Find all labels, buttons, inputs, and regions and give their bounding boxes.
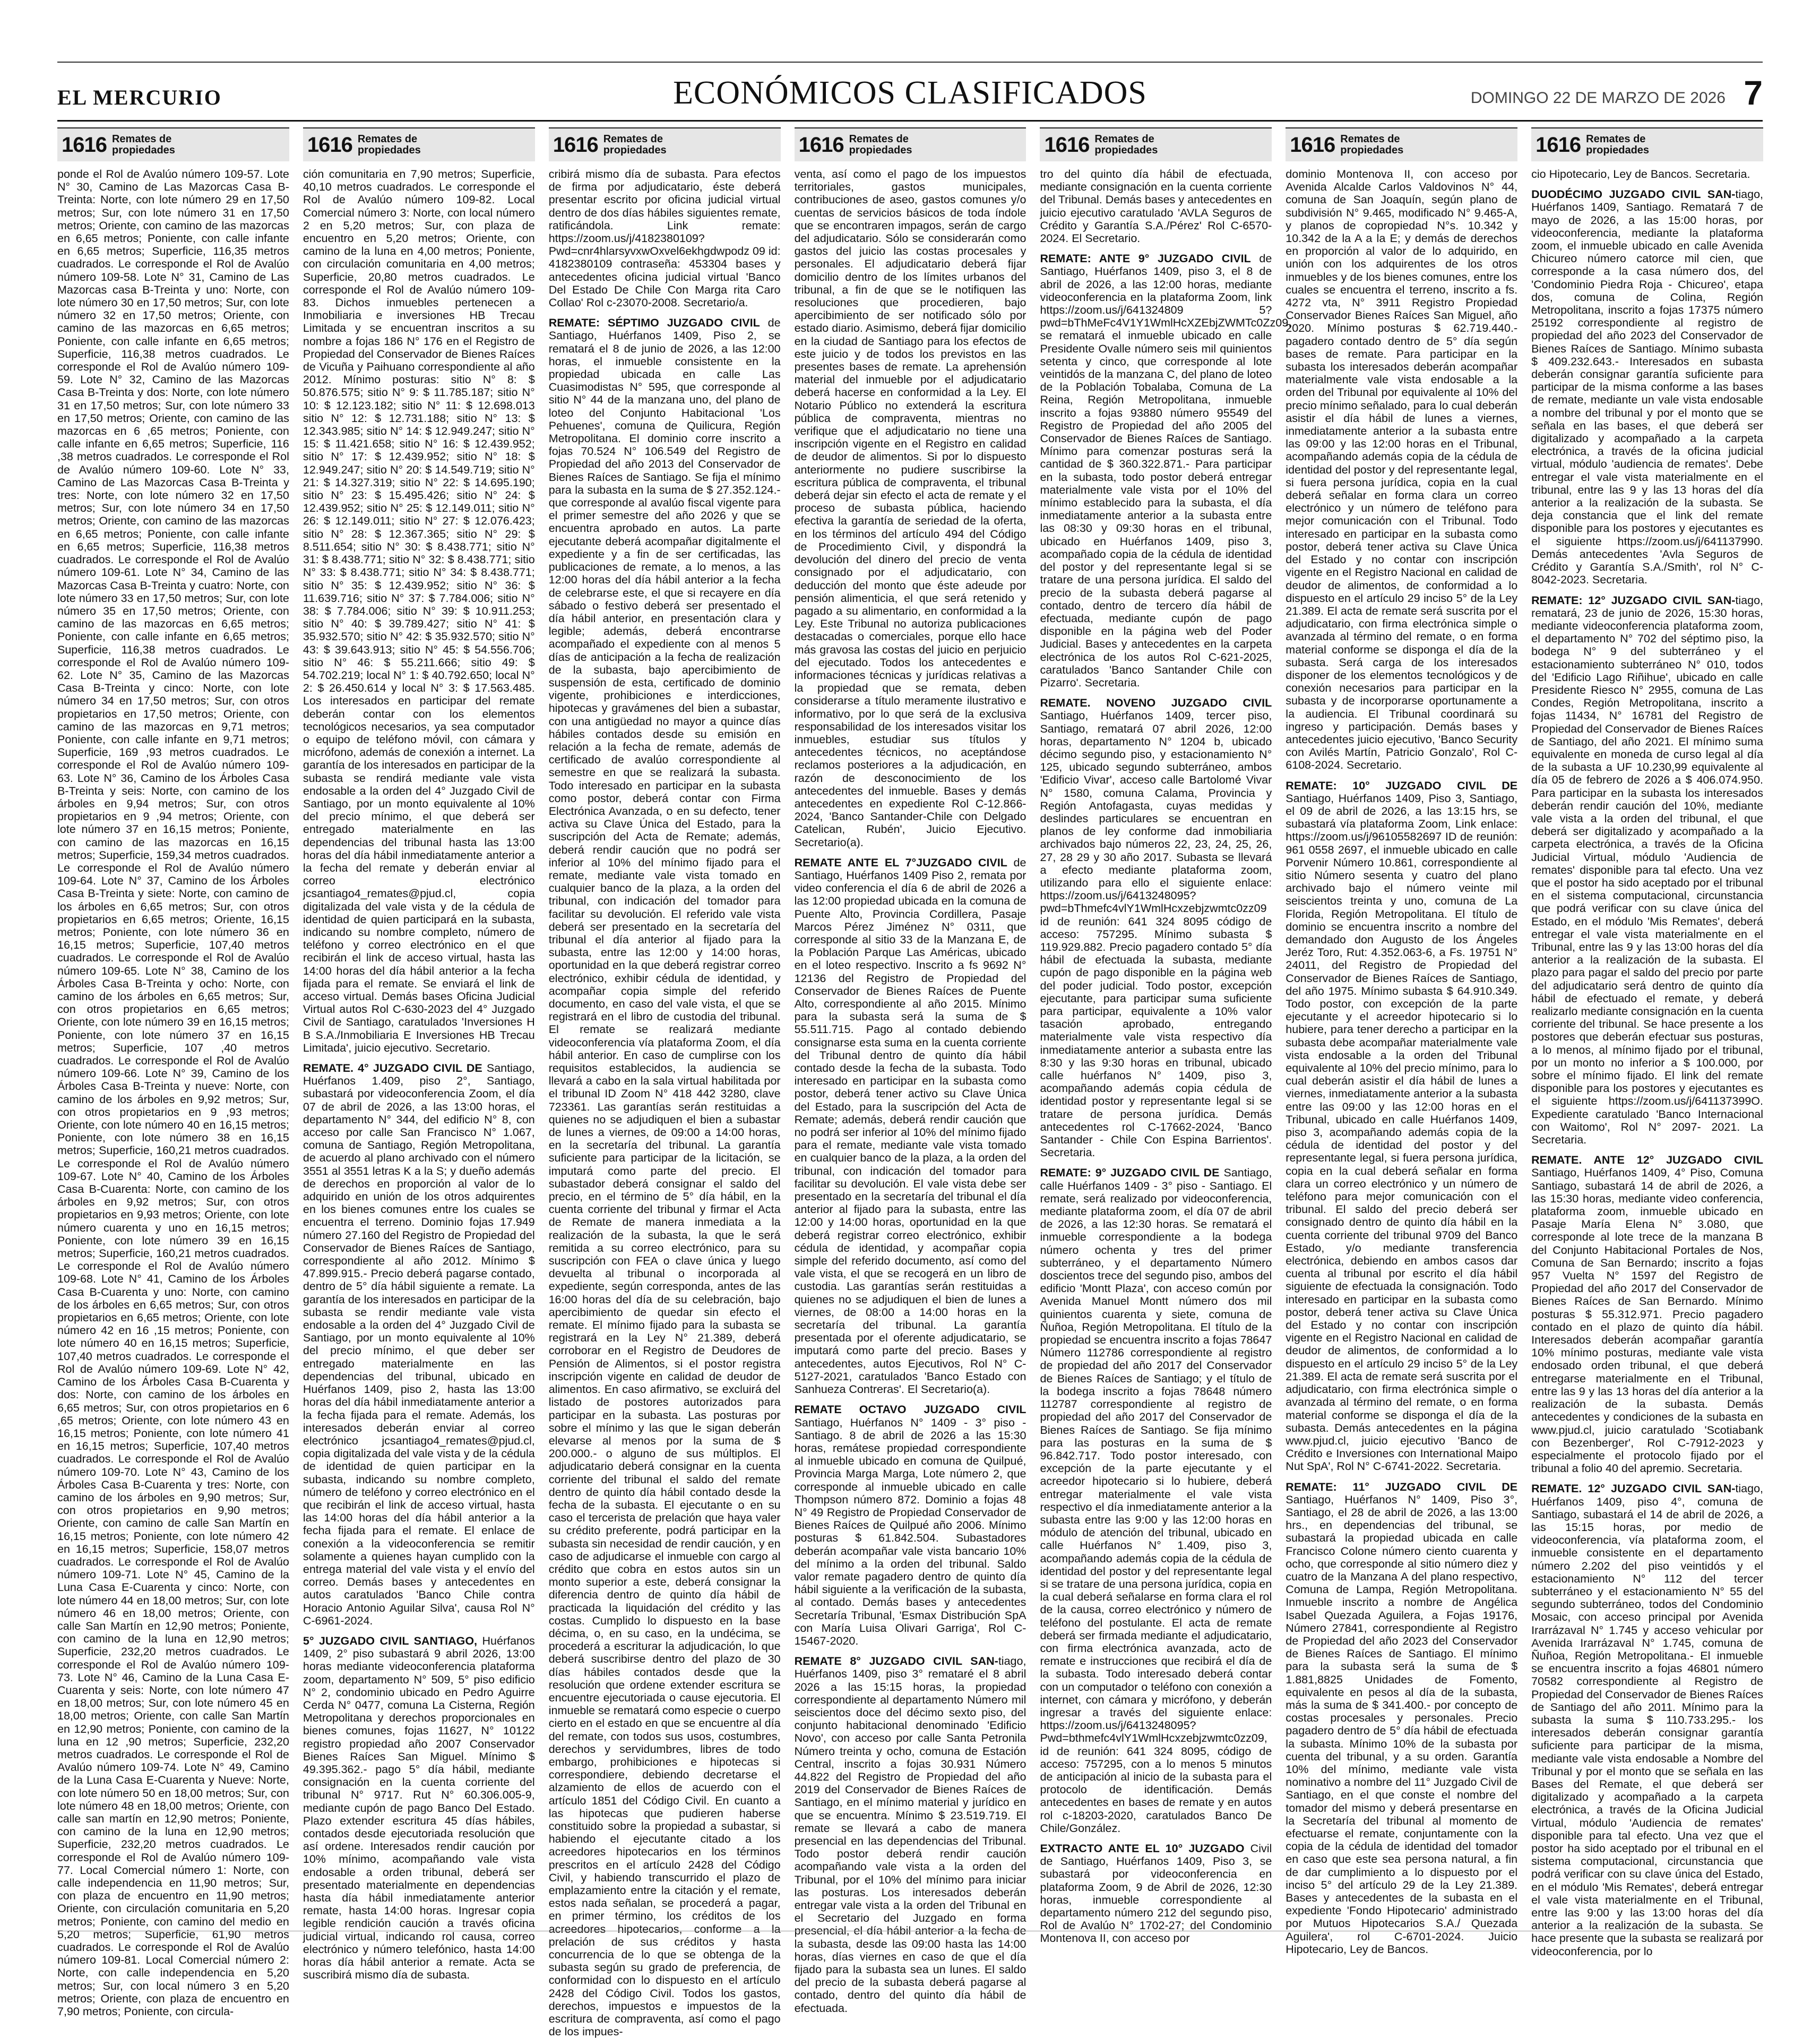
ad-body: dominio Montenova II, con acceso por Avenida Alcalde Carlos Valdovinos N° 44, comuna de San Joaquín, según plano de subdivisión N° 9.465, modificado N° 9.465-A, y planos de copropiedad N°s. 10.342 y 10.342 de la A a la E; y demás de derechos en proporción al valor de lo adquirido, en unión con los adquirentes de los otros inmuebles y de los bienes comunes, entre los cuales se encuentra el terreno, inscrito a fs. 4272 vta, N° 3911 Registro Propiedad Conservador Bienes Raíces San Miguel, año 2020. Mínimo posturas $ 62.719.440.- pagadero contado dentro de 5° día según bases de remate. Para participar en la subasta los interesados deberán acompañar materialmente vale vista endosable a la orden del Tribunal por equivalente al 10% del precio mínimo señalado, para lo cual deberán asistir el día hábil de lunes a viernes, inmediatamente anterior a la subasta entre las 09:00 y las 12:00 horas en el Tribunal, acompañando además copia de la cédula de identidad del postor y del representante legal, si fuera persona jurídica, copia en la cual deberá señalar en forma clara un correo electrónico y un número de teléfono para mejor comunicación con el Tribunal. Todo interesado en participar en la subasta como postor, deberá tener activa su Clave Única del Estado y no contar con inscripción vigente en el Registro Nacional en calidad de deudor de alimentos, de conformidad a lo dispuesto en el artículo 29 inciso 5° de la Ley 21.389. El acta de remate será suscrita por el adjudicatario, con firma electrónica simple o avanzada al término del remate, o en forma material conforme se disponga el día de la subasta. Será carga de los interesados disponer de los elementos tecnológicos y de conexión necesarios para participar en la subasta y de incorporarse oportunamente a la audiencia. El Tribunal coordinará su ingreso y participación. Demás bases y antecedentes juicio ejecutivo, 'Banco Security con Avilés Martín, Patricio Gonzalo', Rol C-6108-2024. Secretario.: [1286, 168, 1518, 772]
column-7: [1531, 127, 1764, 1958]
classified-ad: [57, 168, 289, 2018]
classified-ad: [795, 1403, 1027, 1647]
ad-body: tiago, Huérfanos 1409, piso 3° remataré el 8 abril 2026 a las 15:15 horas, la propiedad correspondiente al departamento Número mil seiscientos doce del décimo sexto piso, del conjunto habitacional denominado 'Edificio Novo', con acceso por calle Santa Petronila Número treinta y ocho, comuna de Estación Central, inscrito a fojas 30.931 Número 44.822 del Registro de Propiedad del año 2019 del Conservador de Bienes Raíces de Santiago, en el mínimo material y jurídico en que se encuentra. Mínimo $ 23.519.719. El remate se llevará a cabo de manera presencial en las dependencias del Tribunal. Todo postor deberá rendir caución acompañando vale vista a la orden del Tribunal, por el 10% del mínimo para iniciar las posturas. Los interesados deberán entregar vale vista a la orden del Tribunal en el Secretario del Juzgado en forma presencial, el día hábil anterior a la fecha de la subasta, desde las 09:00 hasta las 14:00 horas, días viernes en caso de que el día fijado para la subasta sea un lunes. El saldo del precio de la subasta deberá pagarse al contado, dentro del quinto día hábil de efectuada.: [794, 1655, 1027, 2015]
column-text: [303, 168, 535, 1981]
category-name-line2: propiedades: [1094, 144, 1158, 156]
classified-ad: [1286, 168, 1517, 772]
ad-lead: REMATE 8° JUZGADO CIVIL SAN-: [794, 1655, 998, 1668]
classified-ad: [303, 1062, 535, 1627]
category-name-line1: Remates de: [1094, 133, 1154, 145]
category-name: [1340, 134, 1403, 156]
ad-lead: EXTRACTO ANTE EL 10° JUZGADO: [1040, 1842, 1245, 1855]
classified-ad: [303, 1635, 535, 1981]
page-number: 7: [1744, 74, 1763, 112]
column-text: [1286, 168, 1517, 1956]
ad-body: de Santiago, Huérfanos 1409, Piso 2, se rematará el 8 de junio de 2026, a las 12:00 horas, el inmueble consistente en la propiedad ubicada en calle Las Cuasimodistas N° 595, que corresponde al sitio N° 44 de la manzana uno, del plano de loteo del Conjunto Habitacional 'Los Pehuenes', comuna de Quilicura, Región Metropolitana. El dominio corre inscrito a fojas 70.524 N° 106.549 del Registro de Propiedad del año 2013 del Conservador de Bienes Raíces de Santiago. Se fija el mínimo para la subasta en la suma de $ 27.352.124.- que corresponde al avalúo fiscal vigente para el primer semestre del año 2026 y que se encuentra aprobado en autos. La parte ejecutante deberá acompañar digitalmente el expediente y a fin de ser certificadas, las publicaciones de remate, a lo menos, a las 12:00 horas del día hábil anterior a la fecha de celebrarse este, el que si recayere en día sábado o festivo deberá ser presentado el día hábil anterior, en presentación clara y legible; además, deberá encontrarse acompañado el expediente con al menos 5 días de anticipación a la fecha de realización de la subasta, bajo apercibimiento de suspensión de esta, certificado de dominio vigente, prohibiciones e interdicciones, hipotecas y gravámenes del bien a subastar, con una antigüedad no mayor a quince días hábiles contados desde su emisión en relación a la fecha de remate, además de certificado de avalúo correspondiente al semestre en que se realizará la subasta. Todo interesado en participar en la subasta como postor, deberá contar con Firma Electrónica Avanzada, o en su defecto, tener activa su Clave Única del Estado, para la suscripción del Acta de Remate; además, deberá rendir caución que no podrá ser inferior al 10% del mínimo fijado para el remate, mediante vale vista tomado en cualquier banco de la plaza, a la orden del tribunal, con indicación del tomador para facilitar su devolución. El referido vale vista deberá ser presentado en la secretaría del tribunal el día anterior al fijado para la subasta, entre las 12:00 y 14:00 horas, oportunidad en la que deberá registrar correo electrónico, exhibir cédula de identidad, y acompañar copia simple del referido documento, en caso del vale vista, el que se registrará en el libro de custodia del tribunal. El remate se realizará mediante videoconferencia vía plataforma Zoom, el día hábil anterior. En caso de cumplirse con los requisitos establecidos, la audiencia se llevará a cabo en la sala virtual habilitada por el tribunal ID Zoom N° 418 442 3280, clave 723361. Las garantías serán restituidas a quienes no se adjudiquen el bien a subastar de lunes a viernes, de 09:00 a 14:00 horas, en la secretaría del tribunal. La garantía suficiente para participar de la licitación, se imputará como parte del precio. El subastador deberá consignar el saldo del precio, en el término de 5° día hábil, en la cuenta corriente del tribunal y firmar el Acta de Remate de manera inmediata a la realización de la subasta, la que le será remitida a su correo electrónico, para su suscripción con FEA o clave única y luego devuelta al tribunal o incorporada al expediente, según corresponda, antes de las 16:00 horas del día de su celebración, bajo apercibimiento de quedar sin efecto el remate. El mínimo fijado para la subasta se registrará en la Ley N° 21.389, deberá corroborar en el Registro de Deudores de Pensión de Alimentos, si el postor registra inscripción vigente en calidad de deudor de alimentos. En caso afirmativo, se excluirá del listado de postores autorizados para participar en la subasta. Las posturas por sobre el mínimo y las que le sigan deberán elevarse al menos por la suma de $ 200.000.- o alguno de sus múltiplos. El adjudicatario deberá consignar en la cuenta corriente del tribunal el saldo del remate dentro de quinto día hábil contado desde la fecha de la subasta. El ejecutante o en su caso el tercerista de prelación que haya valer su crédito preferente, podrá participar en la subasta sin necesidad de rendir caución, y en caso de adjudicarse el inmueble con cargo al crédito que cobra en estos autos sin un monto superior a este, deberá consignar la diferencia dentro de quinto día hábil de practicada la liquidación del crédito y las costas. Cumplido lo dispuesto en la base décima, o, en su caso, en la undécima, se procederá a escriturar la adjudicación, lo que deberá suscribirse dentro del plazo de 30 días hábiles contados desde que la resolución que ordene extender escritura se encuentre ejecutoriada o cause ejecutoria. El inmueble se rematará como especie o cuerpo cierto en el estado en que se encuentre al día del remate, con todos sus usos, costumbres, derechos y servidumbres, libres de todo embargo, prohibiciones e hipotecas si correspondiere, debiendo decretarse el alzamiento de ellos de acuerdo con el artículo 1851 del Código Civil. En cuanto a las hipotecas que pudieren haberse constituido sobre la propiedad a subastar, si habiendo el ejecutante citado a los acreedores hipotecarios en los términos prescritos en el artículo 2428 del Código Civil, y habiendo transcurrido el plazo de emplazamiento entre la citación y el remate, estos nada señalan, se procederá a pagar, en primer término, los créditos de los acreedores hipotecarios, conforme a la prelación de sus créditos y hasta concurrencia de lo que se obtenga de la subasta según su grado de preferencia, de conformidad con lo dispuesto en el artículo 2428 del Código Civil. Todos los gastos, derechos, impuestos e impuestos de la escritura de compraventa, así como el pago de los impues-: [548, 316, 781, 2038]
ad-body: de Santiago, Huérfanos 1409 Piso 2, remata por video conferencia el día 6 de abril de 2026 a las 12:00 propiedad ubicada en la comuna de Puente Alto, Provincia Cordillera, Pasaje Marcos Pérez Jiménez N° 0311, que corresponde al sitio 33 de la Manzana E, de la Población Parque Las Américas, ubicado en el loteo respectivo. Inscrito a fs 9692 N° 12136 del Registro de Propiedad del Conservador de Bienes Raíces de Puente Alto, correspondiente al año 2015. Mínimo para la subasta será la suma de $ 55.511.715. Pago al contado debiendo consignarse esta suma en la cuenta corriente del Tribunal dentro de quinto día hábil contado desde la fecha de la subasta. Todo interesado en participar en la subasta como postor, deberá tener activo su Clave Única del Estado, para la suscripción del Acta de Remate; además, deberá rendir caución que no podrá ser inferior al 10% del mínimo fijado para el remate, mediante vale vista tomado en cualquier banco de la plaza, a la orden del tribunal, con indicación del tomador para facilitar su devolución. El vale vista debe ser presentado en la secretaría del tribunal el día anterior al fijado para la subasta, entre las 12:00 y 14:00 horas, oportunidad en la que deberá registrar correo electrónico, exhibir cédula de identidad, y acompañar copia simple del referido documento, así como del vale vista, el que se recogerá en un libro de custodia. Las garantías serán restituidas a quienes no se adjudiquen el bien de lunes a viernes, de 08:00 a 14:00 horas en la secretaría del tribunal. La garantía presentada por el oferente adjudicatario, se imputará como parte del precio. Bases y antecedentes, autos Ejecutivos, Rol N° C-5127-2021, caratulados 'Banco Estado con Sanhueza Contreras'. El Secretario(a).: [794, 856, 1027, 1396]
category-name-line1: Remates de: [357, 133, 418, 145]
ad-body: cio Hipotecario, Ley de Bancos. Secretaria.: [1531, 168, 1750, 180]
category-header: [1531, 127, 1763, 161]
category-header: [795, 127, 1027, 161]
category-header: [57, 127, 289, 161]
ad-body: venta, así como el pago de los impuestos territoriales, gastos municipales, contribuciones de aseo, gastos comunes y/o cuentas de servicios básicos de toda índole que se encontraren impagos, serán de cargo del adjudicatario. Sólo se considerarán como gastos del juicio las costas procesales y personales. El adjudicatario deberá fijar domicilio dentro de los límites urbanos del tribunal, a fin de que se le notifiquen las resoluciones que procedieren, bajo apercibimiento de ser notificado sólo por estado diario. Asimismo, deberá fijar domicilio en la ciudad de Santiago para los efectos de este juicio y de todos los previstos en las presentes bases de remate. La aprehensión material del inmueble por el adjudicatario deberá hacerse en conformidad a la Ley. El Notario Público no extenderá la escritura pública de compraventa, mientras no verifique que el adjudicatario no tiene una inscripción vigente en el Registro en calidad de deudor de alimentos. Si por lo dispuesto anteriormente no pudiere suscribirse la escritura pública de compraventa, el tribunal deberá dejar sin efecto el acta de remate y el proceso de subasta pública, haciendo efectiva la garantía de seriedad de la oferta, en los términos del artículo 494 del Código de Procedimiento Civil, y dispondrá la devolución del dinero del precio de venta consignado por el adjudicatario, con deducción del monto que éste adeude por pensión alimenticia, el que será retenido y pagado a su alimentario, en conformidad a la Ley. Este Tribunal no autoriza publicaciones destacadas o comerciales, porque ello hace más gravosa las costas del juicio en perjuicio del ejecutado. Todos los antecedentes e informaciones técnicas y jurídicas relativas a la propiedad que se remata, deben considerarse a título meramente ilustrativo e informativo, por lo que será de la exclusiva responsabilidad de los interesados visitar los inmuebles, estudiar sus títulos y antecedentes técnicos, no aceptándose reclamos posteriores a la adjudicación, en razón de desconocimiento de los antecedentes del inmueble. Bases y demás antecedentes en expediente Rol C-12.866-2024, 'Banco Santander-Chile con Delgado Catelican, Rubén', Juicio Ejecutivo. Secretario(a).: [794, 168, 1027, 849]
classified-ad: [1531, 1482, 1763, 1958]
ad-body: Santiago, Huérfanos N° 1409 - 3° piso - Santiago. 8 de abril de 2026 a las 15:30 horas, remátese propiedad correspondiente al inmueble ubicado en comuna de Quilpué, Provincia Marga Marga, Lote número 2, que corresponde al inmueble ubicado en calle Thompson número 872. Dominio a fojas 48 N° 49 Registro de Propiedad Conservador de Bienes Raíces de Quilpué año 2006. Mínimo posturas $ 61.842.504. Subastadores deberán acompañar vale vista bancario 10% del mínimo a la orden del tribunal. Saldo valor remate pagadero dentro de quinto día hábil siguiente a la verificación de la subasta, al contado. Demás bases y antecedentes Secretaría Tribunal, 'Esmax Distribución SpA con María Luisa Olivari Garriga', Rol C-15467-2020.: [794, 1416, 1027, 1647]
classified-columns: [57, 127, 1764, 2038]
category-name: [112, 134, 175, 156]
classified-ad: [1040, 1842, 1272, 1945]
ad-lead: REMATE. ANTE 12° JUZGADO CIVIL: [1531, 1154, 1764, 1167]
ad-body: Santiago, Huérfanos 1.409, piso 2°, Santiago, subastará por videoconferencia Zoom, el día 07 de abril de 2026, a las 13:00 horas, el departamento N° 344, del edificio N° 8, con acceso por calle San Francisco N° 1.067, comuna de Santiago, Región Metropolitana, de acuerdo al plano archivado con el número 3551 al 3551 letras K a la S; y dueño además de derechos en proporción al valor de lo adquirido en unión de los otros adquirentes en los bienes comunes entre los cuales se encuentra el terreno. Dominio fojas 17.949 número 27.160 del Registro de Propiedad del Conservador de Bienes Raíces de Santiago, correspondiente al año 2012. Mínimo $ 47.899.915.- Precio deberá pagarse contado, dentro de 5° día hábil siguiente a remate. La garantía de los interesados en participar de la subasta se rendir mediante vale vista endosable a la orden del 4° Juzgado Civil de Santiago, por un monto equivalente al 10% del precio mínimo, el que deber ser entregado materialmente en las dependencias del tribunal, ubicado en Huérfanos 1409, piso 2, hasta las 13:00 horas del día hábil inmediatamente anterior a la fecha fijada para el remate. Además, los interesados deberán enviar al correo electrónico jcsantiago4_remates@pjud.cl, copia digitalizada del vale vista y de la cédula de identidad de quien participar en la subasta, indicando su nombre completo, número de teléfono y correo electrónico en el que recibirán el link de acceso virtual, hasta las 14:00 horas del día hábil anterior a la fecha fijada para el remate. El enlace de conexión a la videoconferencia se remitir solamente a quienes hayan cumplido con la entrega material del vale vista y el envío del correo. Demás bases y antecedentes en autos caratulados 'Banco Chile contra Horacio Antonio Aguilar Silva', causa Rol N° C-6961-2024.: [303, 1062, 535, 1627]
ad-lead: REMATE. 4° JUZGADO CIVIL DE: [303, 1062, 482, 1075]
category-name: [1586, 134, 1649, 156]
ad-lead: REMATE OCTAVO JUZGADO CIVIL: [794, 1403, 1027, 1416]
category-name-line2: propiedades: [1586, 144, 1650, 156]
masthead-rule: [57, 120, 1763, 122]
classified-ad: [303, 168, 535, 1054]
category-code: 1616: [1536, 133, 1581, 157]
ad-body: ponde el Rol de Avalúo número 109-57. Lote N° 30, Camino de Las Mazorcas Casa B-Treinta: Norte, con lote número 29 en 17,50 metros; Sur, con lote número 31 en 17,50 metros; Oriente, con camino de las mazorcas en 6,65 metros; Poniente, con calle infante en 6,65 metros; Superficie, 116,35 metros cuadrados. Le corresponde el Rol de Avalúo número 109-58. Lote N° 31, Camino de Las Mazorcas casa B-Treinta y uno: Norte, con lote número 30 en 17,50 metros; Sur, con lote número 32 en 17,50 metros; Oriente, con camino de las mazorcas en 6,65 metros; Poniente, con calle infante en 6,65 metros; Superficie, 116,38 metros cuadrados. Le corresponde el Rol de Avalúo número 109-59. Lote N° 32, Camino de las Mazorcas Casa B-Treinta y dos: Norte, con lote número 31 en 17,50 metros; Sur, con lote número 33 en 17,50 metros; Oriente, con camino de las mazorcas en 6 ,65 metros; Poniente, con calle infante en 6,65 metros; Superficie, 116 ,38 metros cuadrados. Le corresponde el Rol de Avalúo número 109-60. Lote N° 33, Camino de Las Mazorcas Casa B-Treinta y tres: Norte, con lote número 32 en 17,50 metros; Sur, con lote número 34 en 17,50 metros; Oriente, con camino de las mazorcas en 6,65 metros; Poniente, con calle infante en 6,65 metros; Superficie, 116,38 metros cuadrados. Le corresponde el Rol de Avalúo número 109-61. Lote N° 34, Camino de las Mazorcas Casa B-Treinta y cuatro: Norte, con lote número 33 en 17,50 metros; Sur, con lote número 35 en 17,50 metros; Oriente, con camino de las mazorcas en 6,65 metros; Poniente, con calle infante en 6,65 metros; Superficie, 116,38 metros cuadrados. Le corresponde el Rol de Avalúo número 109-62. Lote N° 35, Camino de las Mazorcas Casa B-Treinta y cinco: Norte, con lote número 34 en 17,50 metros; Sur, con otros propietarios en 17,50 metros; Oriente, con camino de las mazorcas en 9,71 metros; Poniente, con calle infante en 9,71 metros; Superficie, 169 ,93 metros cuadrados. Le corresponde el Rol de Avalúo número 109-63. Lote N° 36, Camino de los Árboles Casa B-Treinta y seis: Norte, con camino de los árboles en 9,94 metros; Sur, con otros propietarios en 9 ,94 metros; Oriente, con lote número 37 en 16,15 metros; Poniente, con camino de las mazorcas en 16,15 metros; Superficie, 159,34 metros cuadrados. Le corresponde el Rol de Avalúo número 109-64. Lote N° 37, Camino de los Árboles Casa B-Treinta y siete: Norte, con camino de los árboles en 6,65 metros; Sur, con otros propietarios en 6,65 metros; Oriente, 16,15 metros; Poniente, con lote número 36 en 16,15 metros; Superficie, 107,40 metros cuadrados. Le corresponde el Rol de Avalúo número 109-65. Lote N° 38, Camino de los Árboles Casa B-Treinta y ocho: Norte, con camino de los árboles en 6,65 metros; Sur, con otros propietarios en 6,65 metros; Oriente, con lote número 39 en 16,15 metros; Poniente, con lote número 37 en 16,15 metros; Superficie, 107 ,40 metros cuadrados. Le corresponde el Rol de Avalúo número 109-66. Lote N° 39, Camino de los Árboles Casa B-Treinta y nueve: Norte, con camino de los árboles en 9,92 metros; Sur, con otros propietarios en 9 ,93 metros; Oriente, con lote número 40 en 16,15 metros; Poniente, con lote número 38 en 16,15 metros; Superficie, 160,21 metros cuadrados. Le corresponde el Rol de Avalúo número 109-67. Lote N° 40, Camino de los Árboles Casa B-Cuarenta: Norte, con camino de los árboles en 9,92 metros; Sur, con otros propietarios en 9,93 metros; Oriente, con lote número cuarenta y uno en 16,15 metros; Poniente, con lote número 39 en 16,15 metros; Superficie, 160,21 metros cuadrados. Le corresponde el Rol de Avalúo número 109-68. Lote N° 41, Camino de los Árboles Casa B-Cuarenta y uno: Norte, con camino de los árboles en 6,65 metros; Sur, con otros propietarios en 6,65 metros; Oriente, con lote número 42 en 16 ,15 metros; Poniente, con lote número 40 en 16,15 metros; Superficie, 107,40 metros cuadrados. Le corresponde el Rol de Avalúo número 109-69. Lote N° 42, Camino de los Árboles Casa B-Cuarenta y dos: Norte, con camino de los árboles en 6,65 metros; Sur, con otros propietarios en 6 ,65 metros; Oriente, con lote número 43 en 16,15 metros; Poniente, con lote número 41 en 16,15 metros; Superficie, 107,40 metros cuadrados. Le corresponde el Rol de Avalúo número 109-70. Lote N° 43, Camino de los Árboles Casa B-Cuarenta y tres: Norte, con camino de los árboles en 9,90 metros; Sur, con otros propietarios en 9,90 metros; Oriente, con camino de calle San Martín en 16,15 metros; Poniente, con lote número 42 en 16,15 metros; Superficie, 158,07 metros cuadrados. Le corresponde el Rol de Avalúo número 109-71. Lote N° 45, Camino de la Luna Casa E-Cuarenta y cinco: Norte, con lote número 44 en 18,00 metros; Sur, con lote número 46 en 18,00 metros; Oriente, con calle San Martín en 12,90 metros; Poniente, con camino de la luna en 12,90 metros; Superficie, 232,20 metros cuadrados. Le corresponde el Rol de Avalúo número 109-73. Lote N° 46, Camino de la Luna Casa E-Cuarenta y seis: Norte, con lote número 47 en 18,00 metros; Sur, con lote número 45 en 18,00 metros; Oriente, con calle San Martín en 12,90 metros; Poniente, con camino de la luna en 12 ,90 metros; Superficie, 232,20 metros cuadrados. Le corresponde el Rol de Avalúo número 109-74. Lote N° 49, Camino de la Luna Casa E-Cuarenta y Nueve: Norte, con lote número 50 en 18,00 metros; Sur, con lote número 48 en 18,00 metros; Oriente, con calle san martín en 12,90 metros; Poniente, con camino de la luna en 12,90 metros; Superficie, 232,20 metros cuadrados. Le corresponde el Rol de Avalúo número 109-77. Local Comercial número 1: Norte, con calle independencia en 11,90 metros; Sur, con plaza de encuentro en 11,90 metros; Oriente, con circulación comunitaria en 5,20 metros; Poniente, con camino del medio en 5,20 metros; Superficie, 61,90 metros cuadrados. Le corresponde el Rol de Avalúo número 109-81. Local Comercial número 2: Norte, con calle independencia en 5,20 metros; Sur, con local número 3 en 5,20 metros; Oriente, con plaza de encuentro en 7,90 metros; Poniente, con circula-: [57, 168, 289, 2018]
classified-ad: [549, 168, 781, 309]
section-title: ECONÓMICOS CLASIFICADOS: [673, 75, 1147, 111]
category-name-line1: Remates de: [603, 133, 663, 145]
column-3: [548, 127, 781, 2038]
ad-lead: REMATE: ANTE 9° JUZGADO CIVIL: [1040, 252, 1251, 265]
ad-lead: REMATE: 11° JUZGADO CIVIL DE: [1286, 1480, 1518, 1493]
category-name-line2: propiedades: [357, 144, 421, 156]
category-name: [358, 134, 421, 156]
ad-lead: REMATE: 12° JUZGADO CIVIL SAN-: [1531, 594, 1736, 607]
ad-body: tiago, Huérfanos 1409, piso 4°, comuna de Santiago, subastará el 14 de abril de 2026, a las 15:15 horas, por medio de videoconferencia, vía plataforma zoom, el inmueble consistente en el departamento número 2.202 del piso veintidós y el estacionamiento N° 112 del tercer subterráneo y el estacionamiento N° 55 del segundo subterráneo, todos del Condominio Mosaic, con acceso principal por Avenida Irarrázaval N° 1.745 y acceso vehicular por Avenida Irarrázaval N° 1.745, comuna de Ñuñoa, Región Metropolitana.- El inmueble se encuentra inscrito a fojas 46801 número 70582 correspondiente al Registro de Propiedad del Conservador de Bienes Raíces de Santiago del año 2011. Mínimo para la subasta la suma $ 110.733.295.- los interesados deberán consignar garantía suficiente para participar de la misma, mediante vale vista endosable a Nombre del Tribunal y por el monto que se señala en las Bases del Remate, el que deberá ser digitalizado y acompañado a la carpeta electrónica, a través de la Oficina Judicial Virtual, módulo 'Audiencia de remates' disponible para tal efecto. Una vez que el postor ha sido aceptado por el tribunal en el sistema computacional, circunstancia que podrá verificar con su clave única del Estado, en el módulo 'Mis Remates', deberá entregar el vale vista materialmente en el Tribunal, entre las 9:00 y las 13:00 horas del día anterior a la realización de la subasta. Se hace presente que la subasta se realizará por videoconferencia, por lo: [1531, 1482, 1764, 1958]
column-4: [794, 127, 1027, 2015]
classified-ad: [1286, 1481, 1517, 1956]
top-rule: [57, 62, 1763, 63]
ad-lead: DUODÉCIMO JUZGADO CIVIL SAN-: [1531, 188, 1736, 201]
ad-body: tiago, rematará, 23 de junio de 2026, 15:30 horas, mediante videoconferencia plataforma zoom, el departamento N° 702 del séptimo piso, la bodega N° 9 del subterráneo y el estacionamiento subterráneo N° 010, todos del 'Edificio Lago Riñihue', ubicado en calle Presidente Riesco N° 2955, comuna de Las Condes, Región Metropolitana, inscrito a fojas 11434, N° 16781 del Registro de Propiedad del Conservador de Bienes Raíces de Santiago, del año 2021. El mínimo suma equivalente en moneda de curso legal al día de la subasta a UF 10.230,99 equivalente al día 05 de febrero de 2026 a $ 406.074.950. Para participar en la subasta los interesados deberán rendir caución del 10%, mediante vale vista a la orden del tribunal, el que deberá ser digitalizado y acompañado a la carpeta electrónica, a través de la Oficina Judicial Virtual, módulo 'Audiencia de remates' disponible para tal efecto. Una vez que el postor ha sido aceptado por el tribunal en el sistema computacional, circunstancia que podrá verificar con su clave única del Estado, en el módulo 'Mis Remates', deberá entregar el vale vista materialmente en el Tribunal, entre las 9 y las 13:00 horas del día anterior a la realización de la subasta. El plazo para pagar el saldo del precio por parte del adjudicatario será dentro de quinto día hábil de efectuado el remate, y deberá realizarlo mediante consignación en la cuenta corriente del tribunal. Se hace presente a los postores que deberán efectuar sus posturas, a lo menos, al mínimo fijado por el tribunal, por un monto no inferior a $ 100.000, por sobre el mínimo fijado. El link del remate disponible para los postores y ejecutantes es el siguiente https://zoom.us/j/641137399O. Expediente caratulado 'Banco Internacional con Waitomo', Rol N° 2097- 2021. La Secretaria.: [1531, 594, 1764, 1147]
column-text: [795, 168, 1027, 2015]
ad-body: Santiago, Huérfanos 1409, Piso 3, Santiago, el 09 de abril de 2026, a las 13:15 hrs, se subastará vía plataforma Zoom, Link enlace: https://zoom.us/j/96105582697 ID de reunión: 961 0558 2697, el inmueble ubicado en calle Porvenir Número 10.861, correspondiente al sitio Número sesenta y cuatro del plano archivado bajo el número veinte mil seiscientos treinta y uno, comuna de La Florida, Región Metropolitana. El título de dominio se encuentra inscrito a nombre del demandado don Augusto de los Ángeles Jeréz Toro, Rut: 4.352.063-6, a Fs. 19751 N° 24011, del Registro de Propiedad del Conservador de Bienes Raíces de Santiago, del año 1975. Mínimo subasta $ 64.910.349. Todo postor, con excepción de la parte ejecutante y el acreedor hipotecario si lo hubiere, para tener derecho a participar en la subasta debe acompañar materialmente vale vista endosable a la orden del Tribunal equivalente al 10% del precio mínimo, para lo cual deberán asistir el día hábil de lunes a viernes, inmediatamente anterior a la subasta entre las 09:00 y las 12:00 horas en el Tribunal, ubicado en calle Huérfanos 1409, piso 3, acompañando además copia de la cédula de identidad del postor y del representante legal, si fuera persona jurídica, copia en la cual deberá señalar en forma clara un correo electrónico y un número de teléfono para mejor comunicación con el tribunal. El saldo del precio deberá ser consignado dentro de quinto día hábil en la cuenta corriente del tribunal 9709 del Banco Estado, y/o mediante transferencia electrónica, debiendo en ambos casos dar cuenta al tribunal por escrito el día hábil siguiente de efectuada la consignación. Todo interesado en participar en la subasta como postor, deberá tener activa su Clave Única del Estado y no contar con inscripción vigente en el Registro Nacional en calidad de deudor de alimentos, de conformidad a lo dispuesto en el artículo 29 inciso 5° de la Ley 21.389. El acta de remate será suscrita por el adjudicatario, con firma electrónica simple o avanzada al término del remate, o en forma material conforme se disponga el día de la subasta. Demás antecedentes en la página www.pjud.cl, juicio ejecutivo 'Banco de Crédito e Inversiones con International Maipo Nut SpA', Rol N° C-6741-2022. Secretaria.: [1286, 792, 1518, 1473]
ad-lead: REMATE: SÉPTIMO JUZGADO CIVIL: [548, 316, 760, 330]
masthead: [57, 74, 1763, 117]
column-2: [303, 127, 535, 1982]
category-name: [1094, 134, 1158, 156]
category-name-line1: Remates de: [1340, 133, 1400, 145]
ad-lead: REMATE. NOVENO JUZGADO CIVIL: [1040, 696, 1272, 710]
category-name-line2: propiedades: [111, 144, 175, 156]
classified-ad: [795, 168, 1027, 849]
category-name: [849, 134, 912, 156]
classified-ad: [795, 856, 1027, 1396]
classified-ad: [1040, 168, 1272, 245]
ad-lead: REMATE ANTE EL 7°JUZGADO CIVIL: [794, 856, 1007, 869]
ad-body: ción comunitaria en 7,90 metros; Superficie, 40,10 metros cuadrados. Le corresponde el Rol de Avalúo número 109-82. Local Comercial número 3: Norte, con local número 2 en 5,20 metros; Sur, con plaza de encuentro en 5,20 metros; Oriente, con camino de la luna en 4,00 metros; Poniente, con circulación comunitaria en 4,00 metros; Superficie, 20,80 metros cuadrados. Le corresponde el Rol de Avalúo número 109-83. Dichos inmuebles pertenecen a Inmobiliaria e inversiones HB Trecau Limitada y se encuentran inscritos a su nombre a fojas 186 N° 176 en el Registro de Propiedad del Conservador de Bienes Raíces de Vicuña y Paihuano correspondiente al año 2012. Mínimo posturas: sitio N° 8: $ 50.876.575; sitio N° 9: $ 11.785.187; sitio N° 10: $ 12.123.182; sitio N° 11: $ 12.698.013 sitio N° 12: $ 12.731.188; sitio N° 13: $ 12.343.985; sitio N° 14: $ 12.949.247; sitio N° 15: $ 11.421.658; sitio N° 16: $ 12.439.952; sitio N° 17: $ 12.439.952; sitio N° 18: $ 12.949.247; sitio N° 20: $ 14.549.719; sitio N° 21: $ 14.327.319; sitio N° 22: $ 14.695.190; sitio N° 23: $ 15.495.426; sitio N° 24: $ 12.439.952; sitio N° 25: $ 12.149.011; sitio N° 26: $ 12.149.011; sitio N° 27: $ 12.076.423; sitio N° 28: $ 12.367.365; sitio N° 29: $ 8.511.654; sitio N° 30: $ 8.438.771; sitio N° 31: $ 8.438.771; sitio N° 32: $ 8.438.771; sitio N° 33: $ 8.438.771; sitio N° 34: $ 8.438.771; sitio N° 35: $ 12.439.952; sitio N° 36: $ 11.639.716; sitio N° 37: $ 7.784.006; sitio N° 38: $ 7.784.006; sitio N° 39: $ 10.911.253; sitio N° 40: $ 39.789.427; sitio N° 41: $ 35.932.570; sitio N° 42: $ 35.932.570; sitio N° 43: $ 39.643.913; sitio N° 45: $ 54.556.706; sitio N° 46: $ 55.211.666; sitio 49: $ 54.702.219; local N° 1: $ 40.792.650; local N° 2: $ 26.450.614 y local N° 3: $ 17.563.485. Los interesados en participar del remate deberán contar con los elementos tecnológicos necesarios, ya sea computador o equipo de teléfono móvil, con cámara y micrófono, además de conexión a internet. La garantía de los interesados en participar de la subasta se rendirá mediante vale vista endosable a la orden del 4° Juzgado Civil de Santiago, por un monto equivalente al 10% del precio mínimo, el que deberá ser entregado materialmente en las dependencias del tribunal hasta las 13:00 horas del día hábil inmediatamente anterior a la fecha del remate y deberán enviar al correo electrónico jcsantiago4_remates@pjud.cl, copia digitalizada del vale vista y de la cédula de identidad de quien participará en la subasta, indicando su nombre completo, número de teléfono y correo electrónico en el que recibirán el link de acceso virtual, hasta las 14:00 horas del día hábil anterior a la fecha fijada para el remate. Se enviará el link de acceso virtual. Demás bases Oficina Judicial Virtual autos Rol C-630-2023 del 4° Juzgado Civil de Santiago, caratulados 'Inversiones H B S.A./Inmobiliaria E Inversiones HB Trecau Limitada', juicio ejecutivo. Secretario.: [303, 168, 535, 1054]
ad-body: Santiago, Huérfanos 1409, 4° Piso, Comuna Santiago, subastará 14 de abril de 2026, a las 15:30 horas, mediante video conferencia, plataforma zoom, inmueble ubicado en Pasaje María Elena N° 3.080, que corresponde al lote trece de la manzana B del Conjunto Habitacional Portales de Nos, Comuna de San Bernardo; inscrito a fojas 957 Vuelta N° 1597 del Registro de Propiedad del año 2017 del Conservador de Bienes Raíces de San Bernardo. Mínimo posturas $ 55.312.971. Precio pagadero contado en el plazo de quinto día hábil. Interesados deberán acompañar garantía 10% mínimo posturas, mediante vale vista endosado orden tribunal, el que deberá entregarse materialmente en el Tribunal, entre las 9 y las 13 horas del día anterior a la realización de la subasta. Demás antecedentes y condiciones de la subasta en www.pjud.cl, juicio caratulado 'Scotiabank con Bezenberger', Rol C-7912-2023 y especialmente el protocolo fijado por el tribunal a folio 40 del apremio. Secretaria.: [1531, 1166, 1764, 1475]
category-header: [1040, 127, 1272, 161]
classified-ad: [1531, 168, 1763, 180]
category-name-line1: Remates de: [1586, 133, 1646, 145]
column-5: [1040, 127, 1292, 1945]
classified-ad: [795, 1655, 1027, 2015]
classified-ad: [1286, 779, 1517, 1473]
category-header: [303, 127, 535, 161]
newspaper-brand: EL MERCURIO: [57, 85, 222, 109]
ad-body: Santiago, calle Huérfanos 1409 - 3° piso - Santiago. El remate, será realizado por videoconferencia, mediante plataforma zoom, el día 07 de abril de 2026, a las 12:30 horas. Se rematará el inmueble correspondiente a la bodega número ochenta y tres del primer subterráneo, y el departamento Número doscientos trece del segundo piso, ambos del edificio 'Montt Plaza', con acceso común por Avenida Manuel Montt número dos mil quinientos cuarenta y siete, comuna de Ñuñoa, Región Metropolitana. El título de la propiedad se encuentra inscrito a fojas 78647 Número 112786 correspondiente al registro de propiedad del año 2017 del Conservador de Bienes Raíces de Santiago; y el título de la bodega inscrito a fojas 78648 número 112787 correspondiente al registro de propiedad del año 2017 del Conservador de Bienes Raíces de Santiago. Se fija mínimo para las posturas en la suma de $ 96.842.717. Todo postor interesado, con excepción de la parte ejecutante y el acreedor hipotecario si lo hubiere, deberá entregar materialmente el vale vista respectivo el día inmediatamente anterior a la subasta entre las 9:00 y las 12:00 horas en módulo de atención del tribunal, ubicado en calle Huérfanos N° 1.409, piso 3, acompañando además copia de la cédula de identidad del postor y del representante legal si se tratare de una persona jurídica, copia en la cual deberá señalarse en forma clara el rol de la causa, correo electrónico y número de teléfono del postulante. El acta de remate deberá ser firmada mediante el adjudicatario, con firma electrónica avanzada, acto de remate e instrucciones que recibirá el día de la subasta. Todo interesado deberá contar con un computador o teléfono con conexión a internet, con cámara y micrófono, y deberán ingresar a través del siguiente enlace: https://zoom.us/j/6413248095? Pwd=bthmefc4vlY1WmlHcxzebjzwmtc0zz09, id de reunión: 641 324 8095, código de acceso: 757295, con a lo menos 5 minutos de anticipación al inicio de la subasta para el protocolo de identificación. Demás antecedentes en bases de remate y en autos rol c-18203-2020, caratulados Banco De Chile/González.: [1040, 1166, 1272, 1835]
classified-ad: [549, 316, 781, 2038]
column-text: [1040, 168, 1292, 1945]
column-text: [1531, 168, 1763, 1958]
column-1: [57, 127, 289, 2018]
category-name-line2: propiedades: [603, 144, 667, 156]
ad-body: de Santiago, Huérfanos 1409, piso 3, el 8 de abril de 2026, a las 12:00 horas, mediante videoconferencia en la plataforma Zoom, link https://zoom.us/j/641324809 5?pwd=bThMeFc4V1Y1WmlHcXZEbjZWMTc0Zz09, se rematará el inmueble ubicado en calle Presidente Ovalle número seis mil quinientos setenta y cinco, que corresponde al lote veintidós de la manzana C, del plano de loteo de la Población Tobalaba, Comuna de La Reina, Región Metropolitana, inmueble inscrito a fojas 93880 número 95549 del Registro de Propiedad del año 2005 del Conservador de Bienes Raíces de Santiago. Mínimo para comenzar posturas será la cantidad de $ 360.322.871.- Para participar en la subasta, todo postor deberá entregar materialmente vale vista por el 10% del mínimo establecido para la subasta, el día inmediatamente anterior a la subasta entre las 08:30 y 09:30 horas en el tribunal, ubicado en Huérfanos 1409, piso 3, acompañado copia de la cédula de identidad del postor y del representante legal si se tratare de una persona jurídica. El saldo del precio de la subasta deberá pagarse al contado, dentro de tercero día hábil de efectuada, mediante cupón de pago disponible en la página web del Poder Judicial. Bases y antecedentes en la carpeta electrónica de los autos Rol C-621-2025, caratulados 'Banco Santander Chile con Pizarro'. Secretaria.: [1040, 252, 1292, 689]
classified-ad: [1531, 188, 1763, 586]
category-name-line2: propiedades: [1340, 144, 1404, 156]
ad-body: Civil de Santiago, Huérfanos 1409, Piso 3, se subastará por videoconferencia en plataforma Zoom, 9 de Abril de 2026, 12:30 horas, inmueble correspondiente al departamento número 212 del segundo piso, Rol de Avalúo N° 1702-27; del Condominio Montenova II, con acceso por: [1040, 1842, 1272, 1945]
column-text: [549, 168, 781, 2038]
ad-body: Santiago, Huérfanos N° 1409, Piso 3°, Santiago, el 28 de abril de 2026, a las 13:00 hrs., en dependencias del tribunal, se subastará la propiedad ubicada en calle Francisco Colone número ciento cuarenta y ocho, que corresponde al sitio número diez y cuatro de la Manzana A del plano respectivo, Comuna de Lampa, Región Metropolitana. Inmueble inscrito a nombre de Angélica Isabel Quezada Aguilera, a Fojas 19176, Número 27841, correspondiente al Registro de Propiedad del año 2023 del Conservador de Bienes Raíces de Santiago. El mínimo para la subasta será la suma de $ 1.881,8825 Unidades de Fomento, equivalente en pesos al día de la subasta, más la suma de $ 341.400.- por concepto de costas procesales y personales. Precio pagadero dentro de 5° día hábil de efectuada la subasta. Mínimo 10% de la subasta por cuenta del tribunal, y a su orden. Garantía 10% del mínimo, mediante vale vista nominativo a nombre del 11° Juzgado Civil de Santiago, en el que conste el nombre del tomador del mismo y deberá presentarse en la Secretaría del tribunal al momento de efectuarse el remate, conjuntamente con la copia de la cédula de identidad del tomador en caso que este sea persona natural, a fin de dar cumplimiento a lo dispuesto por el inciso 5° del artículo 29 de la Ley 21.389. Bases y antecedentes de la subasta en el expediente 'Fondo Hipotecario' administrado por Mutuos Hipotecarios S.A./ Quezada Aguilera', rol C-6701-2024. Juicio Hipotecario, Ley de Bancos.: [1286, 1493, 1518, 1956]
category-code: 1616: [62, 133, 107, 157]
ad-lead: 5° JUZGADO CIVIL SANTIAGO,: [303, 1634, 478, 1647]
category-header: [1286, 127, 1517, 161]
ad-lead: REMATE: 10° JUZGADO CIVIL DE: [1286, 779, 1518, 792]
classified-ad: [1040, 252, 1292, 689]
category-code: 1616: [307, 133, 352, 157]
category-name-line2: propiedades: [849, 144, 912, 156]
classified-ad: [1531, 1154, 1763, 1475]
classified-ad: [1040, 1166, 1272, 1835]
ad-body: tro del quinto día hábil de efectuada, mediante consignación en la cuenta corriente del Tribunal. Demás bases y antecedentes en juicio ejecutivo caratulado 'AVLA Seguros de Crédito y Garantía S.A./Pérez' Rol C-6570-2024. El Secretario.: [1040, 168, 1272, 245]
column-text: [57, 168, 289, 2018]
ad-body: cribirá mismo día de subasta. Para efectos de firma por adjudicatario, éste deberá presentar escrito por oficina judicial virtual dentro de dos días hábiles siguientes remate, ratificándola. Link remate: https://zoom.us/j/4182380109? Pwd=cnr4hlarsyvxwOxvel6ekhgdwpodz 09 id: 4182380109 contraseña: 453304 bases y antecedentes oficina judicial virtual 'Banco Del Estado De Chile Con Marga rita Caro Collao' Rol c-23070-2008. Secretario/a.: [548, 168, 781, 309]
category-name-line1: Remates de: [111, 133, 172, 145]
classified-ad: [1040, 696, 1272, 1159]
ad-lead: REMATE. 12° JUZGADO CIVIL SAN-: [1531, 1482, 1736, 1495]
category-code: 1616: [798, 133, 844, 157]
ad-body: Huérfanos 1409, 2° piso subastará 9 abril 2026, 13:00 horas mediante videoconferencia plataforma zoom, departamento N° 509, 5° piso edificio N° 2, condominio ubicado en Pedro Aguirre Cerda N° 0477, comuna La Cisterna, Región Metropolitana y derechos proporcionales en bienes comunes, fojas 11627, N° 10122 registro propiedad año 2007 Conservador Bienes Raíces San Miguel. Mínimo $ 49.395.362.- pago 5° día hábil, mediante consignación en la cuenta corriente del tribunal N° 9717. Rut N° 60.306.005-9, mediante cupón de pago Banco Del Estado. Plazo extender escritura 45 días hábiles, contados desde ejecutoriada resolución que así ordene. Interesados rendir caución por 10% mínimo, acompañando vale vista endosable a orden tribunal, deberá ser presentado materialmente en dependencias hasta día hábil inmediatamente anterior remate, hasta 14:00 horas. Ingresar copia legible rendición caución a través oficina judicial virtual, indicando rol causa, correo electrónico y número telefónico, hasta 14:00 horas día hábil anterior a remate. Acta se suscribirá mismo día de subasta.: [303, 1634, 535, 1982]
category-header: [549, 127, 781, 161]
category-code: 1616: [553, 133, 598, 157]
column-6: [1286, 127, 1518, 1956]
ad-body: Santiago, Huérfanos 1409, tercer piso, Santiago, rematará 07 abril 2026, 12:00 horas, departamento N° 1204 b, ubicado décimo segundo piso, y estacionamiento N° 125, ubicado segundo subterráneo, ambos 'Edificio Vivar', acceso calle Bartolomé Vivar N° 1580, comuna Calama, Provincia y Región Antofagasta, cuyas medidas y deslindes particulares se encuentran en planos de ley conforme dad inmobiliaria archivados bajo números 22, 23, 24, 25, 26, 27, 28 29 y 30 año 2017. Subasta se llevará a efecto mediante plataforma zoom, utilizando para ello el siguiente enlace: https://zoom.us/j/6413248095?pwd=bThmefc4vlY1WmlHcxzebjzwmtc0zz09 id de reunión: 641 324 8095 código de acceso: 757295. Mínimo subasta $ 119.929.882. Precio pagadero contado 5° día hábil de efectuada la subasta, mediante cupón de pago disponible en la página web del poder judicial. Todo postor, excepción ejecutante, para participar suma suficiente para participar, equivalente a 10% valor tasación aprobado, entregando materialmente vale vista respectivo día inmediatamente anterior a subasta entre las 8:30 y las 9:30 horas en tribunal, ubicado calle huérfanos N° 1409, piso 3, acompañando además copia cédula de identidad postor y representante legal si se tratare de persona jurídica. Demás antecedentes rol C-17662-2024, 'Banco Santander - Chile Con Espina Barrientos'. Secretaria.: [1040, 709, 1272, 1159]
ad-body: tiago, Huérfanos 1409, Santiago. Rematará 7 de mayo de 2026, a las 15:00 horas, por videoconferencia, mediante la plataforma zoom, el inmueble ubicado en calle Avenida Chicureo número catorce mil cien, que corresponde a la casa número dos, del 'Condominio Piedra Roja - Chicureo', etapa dos, comuna de Colina, Región Metropolitana, inscrito a fojas 17375 número 25192 correspondiente al registro de propiedad del año 2023 del Conservador de Bienes Raíces de Santiago. Mínimo subasta $ 409.232.643.- Interesados en subasta deberán consignar garantía suficiente para participar de la misma conforme a las bases de remate, mediante un vale vista endosable a nombre del tribunal y por el monto que se señala en las bases, el que deberá ser digitalizado y acompañado a la carpeta electrónica, a través de la oficina judicial virtual, módulo 'audiencia de remates'. Debe entregar el vale vista materialmente en el tribunal, entre las 9 y las 13 horas del día anterior a la realización de la subasta. Se deja constancia que el link del remate disponible para los postores y ejecutantes es el siguiente https://zoom.us/j/641137990. Demás antecedentes 'Avla Seguros de Crédito y Garantía S.A./Smith', rol N° C-8042-2023. Secretaria.: [1531, 188, 1764, 587]
category-name-line1: Remates de: [849, 133, 909, 145]
page-date: DOMINGO 22 DE MARZO DE 2026: [1470, 89, 1726, 107]
category-code: 1616: [1290, 133, 1335, 157]
category-code: 1616: [1044, 133, 1090, 157]
category-name: [603, 134, 667, 156]
ad-lead: REMATE: 9° JUZGADO CIVIL DE: [1040, 1166, 1220, 1180]
classified-ad: [1531, 594, 1763, 1147]
